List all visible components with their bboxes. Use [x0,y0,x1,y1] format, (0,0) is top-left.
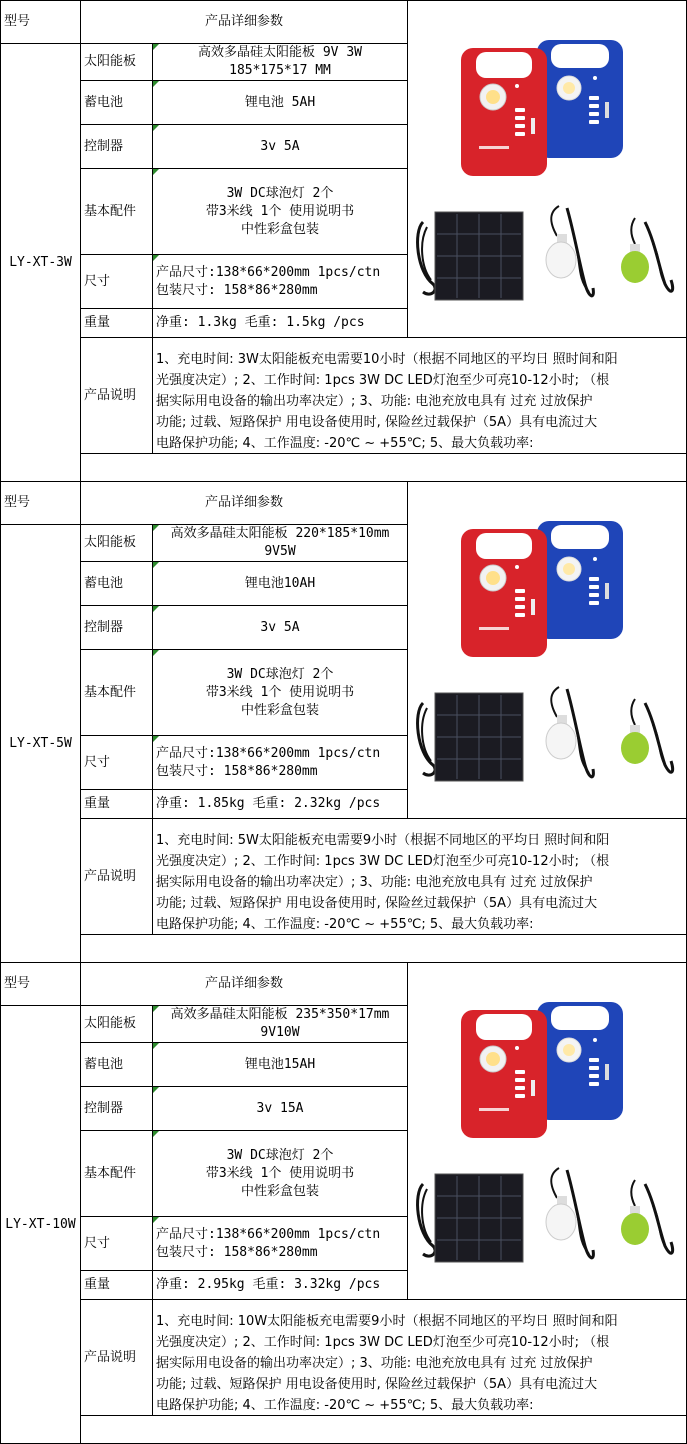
text-line: 带3米线 1个 使用说明书 [205,203,355,219]
blank-row [80,453,687,482]
label-weight: 重量 [80,789,153,819]
value-description [152,1299,687,1416]
text-line: 功能; 过载、短路保护 用电设备使用时, 保险丝过载保护（5A）具有电流过大 [156,415,598,430]
text-line: 功能; 过载、短路保护 用电设备使用时, 保险丝过载保护（5A）具有电流过大 [156,1377,598,1392]
model-cell: LY-XT-5W [0,524,81,963]
header-params-label: 产品详细参数 [80,481,408,525]
value-solar-panel [152,43,408,81]
green-bulb-image [621,699,673,772]
blue-lantern-unit [537,40,623,158]
value-accessories [152,168,408,255]
text-line: 1、充电时间: 5W太阳能板充电需要9小时（根据不同地区的平均日 照时间和阳 [156,833,610,848]
text-line: 中性彩盒包装 [240,1183,319,1199]
text-line: 产品尺寸:138*66*200mm 1pcs/ctn [156,745,381,761]
text-line: 高效多晶硅太阳能板 220*185*10mm [170,526,390,541]
red-lantern-unit [461,48,547,176]
value-solar-panel [152,524,408,562]
green-bulb-image [621,218,673,291]
header-model-label: 型号 [0,481,81,525]
value-weight: 净重: 1.3kg 毛重: 1.5kg /pcs [152,308,408,338]
solar-panel-image [418,1174,523,1262]
product-image-cell [407,481,687,819]
product-photo [409,503,685,798]
text-line: 9V5W [264,544,296,559]
label-solar-panel: 太阳能板 [80,1005,153,1043]
text-line: 包装尺寸: 158*86*280mm [156,1244,318,1260]
text-line: 电路保护功能; 4、工作温度: -20℃ ~ +55℃; 5、最大负载功率: [156,436,534,451]
blank-row [80,1415,687,1444]
product-image-cell [407,0,687,338]
value-battery: 锂电池 5AH [152,80,408,125]
text-line: 据实际用电设备的输出功率决定）; 3、功能: 电池充放电具有 过充 过放保护 [156,1356,593,1371]
text-line: 中性彩盒包装 [240,221,319,237]
label-description: 产品说明 [80,337,153,454]
white-bulb-image [546,687,593,777]
label-controller: 控制器 [80,124,153,169]
text-line: 光强度决定）; 2、工作时间: 1pcs 3W DC LED灯泡至少可亮10-12小时; （根 [156,854,610,869]
model-cell: LY-XT-3W [0,43,81,482]
text-line: 电路保护功能; 4、工作温度: -20℃ ~ +55℃; 5、最大负载功率: [156,917,534,932]
value-accessories [152,649,408,736]
label-solar-panel: 太阳能板 [80,43,153,81]
label-accessories: 基本配件 [80,649,153,736]
value-accessories [152,1130,408,1217]
text-line: 光强度决定）; 2、工作时间: 1pcs 3W DC LED灯泡至少可亮10-12小时; （根 [156,1335,610,1350]
text-line: 3W DC球泡灯 2个 [226,185,334,201]
model-cell: LY-XT-10W [0,1005,81,1444]
header-model-label: 型号 [0,0,81,44]
value-controller: 3v 5A [152,605,408,650]
white-bulb-image [546,1168,593,1258]
value-battery: 锂电池10AH [152,561,408,606]
text-line: 带3米线 1个 使用说明书 [205,1165,355,1181]
text-line: 据实际用电设备的输出功率决定）; 3、功能: 电池充放电具有 过充 过放保护 [156,875,593,890]
label-battery: 蓄电池 [80,80,153,125]
label-size: 尺寸 [80,1216,153,1271]
text-line: 产品尺寸:138*66*200mm 1pcs/ctn [156,264,381,280]
value-description [152,818,687,935]
label-accessories: 基本配件 [80,168,153,255]
label-controller: 控制器 [80,605,153,650]
blue-lantern-unit [537,1002,623,1120]
value-controller: 3v 15A [152,1086,408,1131]
header-params-label: 产品详细参数 [80,962,408,1006]
text-line: 3W DC球泡灯 2个 [226,666,334,682]
blue-lantern-unit [537,521,623,639]
label-accessories: 基本配件 [80,1130,153,1217]
white-bulb-image [546,206,593,296]
value-controller: 3v 5A [152,124,408,169]
text-line: 185*175*17 MM [229,63,331,78]
text-line: 9V10W [260,1025,300,1040]
header-params-label: 产品详细参数 [80,0,408,44]
value-description [152,337,687,454]
text-line: 中性彩盒包装 [240,702,319,718]
green-bulb-image [621,1180,673,1253]
text-line: 功能; 过载、短路保护 用电设备使用时, 保险丝过载保护（5A）具有电流过大 [156,896,598,911]
value-battery: 锂电池15AH [152,1042,408,1087]
product-image-cell [407,962,687,1300]
product-photo [409,984,685,1279]
text-line: 3W DC球泡灯 2个 [226,1147,334,1163]
value-weight: 净重: 2.95kg 毛重: 3.32kg /pcs [152,1270,408,1300]
red-lantern-unit [461,1010,547,1138]
solar-panel-image [418,693,523,781]
blank-row [80,934,687,963]
label-controller: 控制器 [80,1086,153,1131]
text-line: 1、充电时间: 3W太阳能板充电需要10小时（根据不同地区的平均日 照时间和阳 [156,352,618,367]
text-line: 电路保护功能; 4、工作温度: -20℃ ~ +55℃; 5、最大负载功率: [156,1398,534,1413]
label-weight: 重量 [80,1270,153,1300]
label-battery: 蓄电池 [80,1042,153,1087]
label-size: 尺寸 [80,735,153,790]
text-line: 包装尺寸: 158*86*280mm [156,763,318,779]
text-line: 据实际用电设备的输出功率决定）; 3、功能: 电池充放电具有 过充 过放保护 [156,394,593,409]
header-model-label: 型号 [0,962,81,1006]
text-line: 带3米线 1个 使用说明书 [205,684,355,700]
text-line: 高效多晶硅太阳能板 235*350*17mm [170,1007,390,1022]
text-line: 光强度决定）; 2、工作时间: 1pcs 3W DC LED灯泡至少可亮10-12小时; （根 [156,373,610,388]
label-description: 产品说明 [80,818,153,935]
red-lantern-unit [461,529,547,657]
value-size [152,735,408,790]
value-solar-panel [152,1005,408,1043]
value-weight: 净重: 1.85kg 毛重: 2.32kg /pcs [152,789,408,819]
text-line: 包装尺寸: 158*86*280mm [156,282,318,298]
value-size [152,254,408,309]
label-solar-panel: 太阳能板 [80,524,153,562]
label-battery: 蓄电池 [80,561,153,606]
label-weight: 重量 [80,308,153,338]
product-photo [409,22,685,317]
label-size: 尺寸 [80,254,153,309]
value-size [152,1216,408,1271]
text-line: 1、充电时间: 10W太阳能板充电需要9小时（根据不同地区的平均日 照时间和阳 [156,1314,618,1329]
solar-panel-image [418,212,523,300]
text-line: 高效多晶硅太阳能板 9V 3W [198,45,362,60]
text-line: 产品尺寸:138*66*200mm 1pcs/ctn [156,1226,381,1242]
label-description: 产品说明 [80,1299,153,1416]
